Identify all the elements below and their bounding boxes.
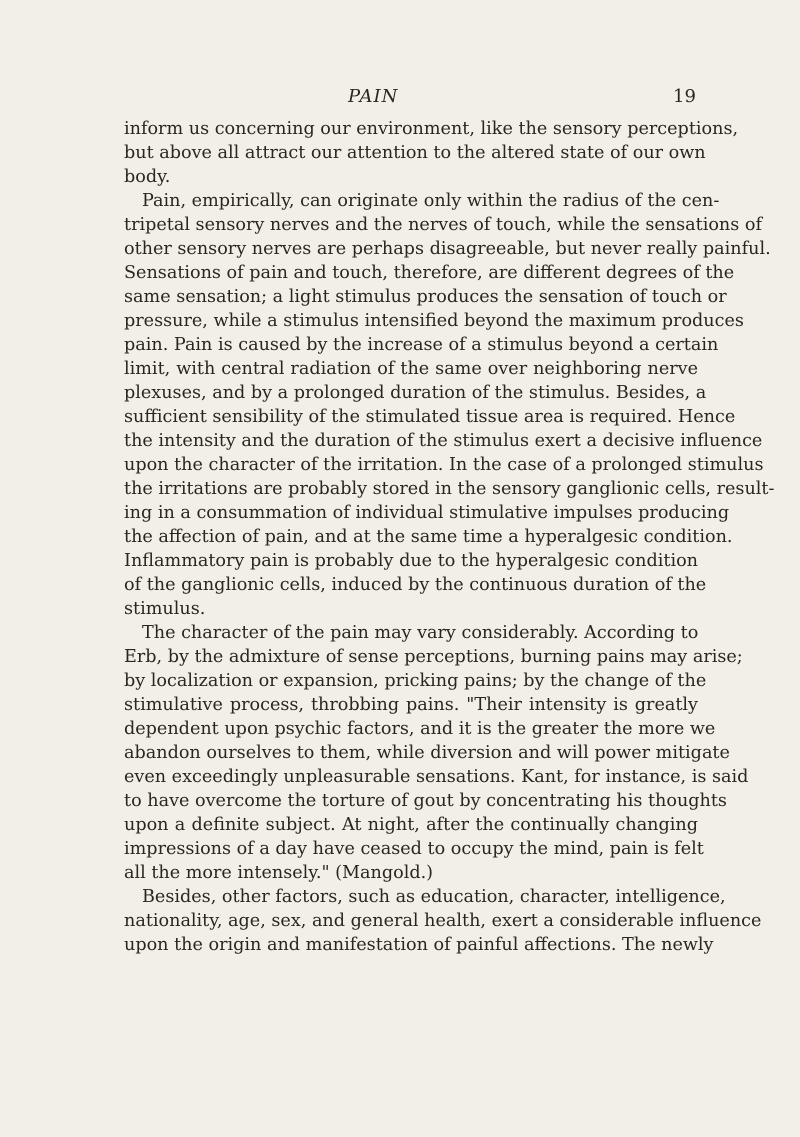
text-line: nationality, age, sex, and general health, exert a considerable influence xyxy=(124,911,762,931)
text-line: upon a definite subject. At night, after the continually changing xyxy=(124,815,698,835)
text-line: the irritations are probably stored in the sensory ganglionic cells, result- xyxy=(124,479,775,499)
text-line: sufficient sensibility of the stimulated tissue area is required. Hence xyxy=(124,407,736,427)
text-line: even exceedingly unpleasurable sensations. Kant, for instance, is said xyxy=(124,767,749,787)
text-line: inform us concerning our environment, like the sensory perceptions, xyxy=(124,119,739,139)
text-line: impressions of a day have ceased to occupy the mind, pain is felt xyxy=(124,839,704,859)
text-line: plexuses, and by a prolonged duration of the stimulus. Besides, a xyxy=(124,383,707,403)
text-line: stimulus. xyxy=(124,599,206,619)
text-line: abandon ourselves to them, while diversion and will power mitigate xyxy=(124,743,730,763)
text-line: ing in a consummation of individual stimulative impulses producing xyxy=(124,503,730,523)
text-line: dependent upon psychic factors, and it is the greater the more we xyxy=(124,719,716,739)
running-title: PAIN xyxy=(348,86,399,107)
body-text xyxy=(124,117,775,957)
text-line: stimulative process, throbbing pains. "Their intensity is greatly xyxy=(124,695,698,715)
paragraph-start-line: The character of the pain may vary considerably. According to xyxy=(142,623,699,643)
paragraph-start-line: Besides, other factors, such as education, character, intelligence, xyxy=(142,887,726,907)
text-line: Inflammatory pain is probably due to the hyperalgesic condition xyxy=(124,551,698,571)
text-line: pain. Pain is caused by the increase of a stimulus beyond a certain xyxy=(124,335,719,355)
text-line: all the more intensely." (Mangold.) xyxy=(124,863,434,883)
text-line: the intensity and the duration of the stimulus exert a decisive influence xyxy=(124,431,763,451)
text-line: upon the character of the irritation. In the case of a prolonged stimulus xyxy=(124,455,764,475)
text-line: by localization or expansion, pricking pains; by the change of the xyxy=(124,671,707,691)
text-line: but above all attract our attention to the altered state of our own xyxy=(124,143,706,163)
running-head xyxy=(0,86,800,112)
text-line: of the ganglionic cells, induced by the continuous duration of the xyxy=(124,575,707,595)
paragraph-start-line: Pain, empirically, can originate only within the radius of the cen- xyxy=(142,191,720,211)
page-number: 19 xyxy=(673,86,696,107)
text-line: Sensations of pain and touch, therefore, are different degrees of the xyxy=(124,263,735,283)
text-line: body. xyxy=(124,167,171,187)
text-line: same sensation; a light stimulus produces the sensation of touch or xyxy=(124,287,727,307)
text-line: the affection of pain, and at the same time a hyperalgesic condition. xyxy=(124,527,733,547)
text-line: Erb, by the admixture of sense perceptions, burning pains may arise; xyxy=(124,647,743,667)
text-line: tripetal sensory nerves and the nerves of touch, while the sensations of xyxy=(124,215,762,235)
text-line: to have overcome the torture of gout by concentrating his thoughts xyxy=(124,791,727,811)
text-line: upon the origin and manifestation of painful affections. The newly xyxy=(124,935,714,955)
text-line: pressure, while a stimulus intensified beyond the maximum produces xyxy=(124,311,744,331)
text-line: other sensory nerves are perhaps disagreeable, but never really painful. xyxy=(124,239,771,259)
text-line: limit, with central radiation of the same over neighboring nerve xyxy=(124,359,698,379)
